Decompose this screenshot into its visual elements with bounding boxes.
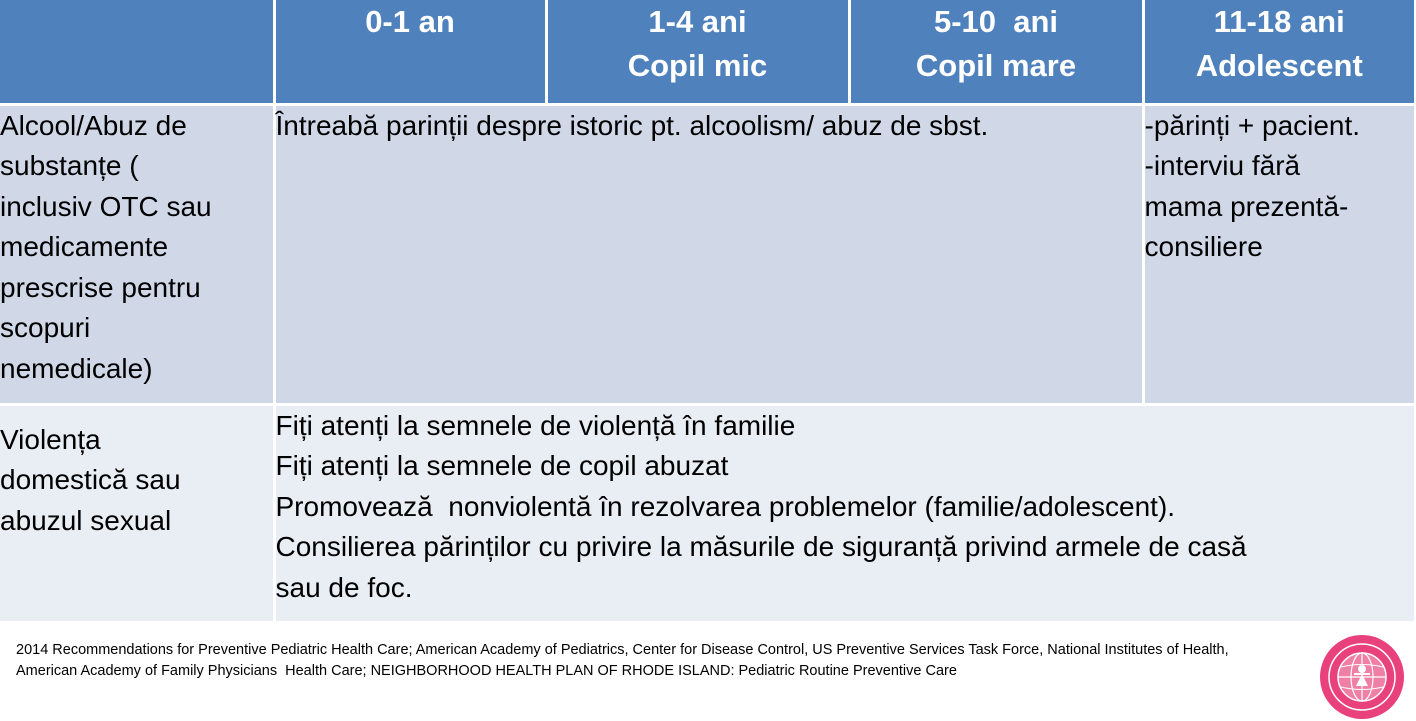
row-label-line: Alcool/Abuz de — [0, 109, 187, 141]
header-sublabel: Copil mic — [627, 48, 768, 83]
recommendation-text: Întreabă parinții despre istoric pt. alcoolism/ abuz de sbst. — [275, 109, 989, 141]
table-row-violence — [0, 404, 1414, 622]
header-age-11-18 — [1143, 0, 1414, 104]
span-cell-0-10-years — [274, 104, 1143, 404]
header-row — [0, 0, 1414, 104]
recommendation-line: Fiți atenți la semnele de copil abuzat — [275, 450, 729, 481]
row-label-line: inclusiv OTC sau — [0, 190, 212, 222]
adolescent-line: -interviu fără — [1144, 150, 1301, 181]
row-label-line: scopuri — [0, 312, 91, 343]
row-label-line: domestică sau — [0, 464, 181, 495]
header-sublabel: Adolescent — [1195, 48, 1363, 83]
header-label: 1-4 ani — [648, 4, 747, 39]
span-cell-all-ages — [274, 404, 1414, 622]
recommendation-line: sau de foc. — [275, 571, 413, 603]
row-label-cell — [0, 104, 274, 404]
row-label-line: Violența — [0, 423, 101, 455]
row-label-line: nemedicale) — [0, 352, 153, 384]
footnote-line: 2014 Recommendations for Preventive Pediatric Health Care; American Academy of Pediatrics, Center for Disease Control, US Preventive Services Task Force, National Institutes of Health, — [16, 642, 1229, 658]
recommendation-line: Promovează nonviolentă în rezolvarea problemelor (familie/adolescent). — [275, 490, 1176, 522]
adolescent-cell — [1143, 104, 1414, 404]
header-label: 11-18 ani — [1213, 4, 1345, 39]
footnote-line: American Academy of Family Physicians Health Care; NEIGHBORHOOD HEALTH PLAN OF RHODE ISLAND: Pediatric Routine Preventive Care — [16, 663, 957, 679]
header-empty-cell — [0, 0, 274, 104]
header-label: 0-1 an — [365, 4, 455, 39]
header-sublabel: Copil mare — [915, 48, 1077, 83]
row-label-line: abuzul sexual — [0, 504, 172, 536]
source-footnote — [16, 640, 1306, 682]
header-age-5-10 — [849, 0, 1143, 104]
adolescent-line: -părinți + pacient. — [1144, 109, 1361, 141]
adolescent-line: consiliere — [1144, 231, 1263, 262]
header-age-0-1 — [274, 0, 546, 104]
row-label-cell — [0, 404, 274, 622]
row-label-line: medicamente — [0, 231, 169, 262]
row-label-line: prescrise pentru — [0, 271, 201, 303]
header-label: 5-10 ani — [933, 4, 1059, 39]
header-age-1-4 — [546, 0, 849, 104]
recommendation-line: Fiți atenți la semnele de violență în familie — [275, 409, 796, 441]
adolescent-line: mama prezentă- — [1144, 190, 1349, 222]
recommendation-line: Consilierea părinților cu privire la măsurile de siguranță privind armele de casă — [275, 531, 1247, 562]
row-label-line: substanțe ( — [0, 150, 139, 181]
table-row-alcohol — [0, 104, 1414, 404]
pink-globe-logo-icon — [1318, 634, 1406, 720]
